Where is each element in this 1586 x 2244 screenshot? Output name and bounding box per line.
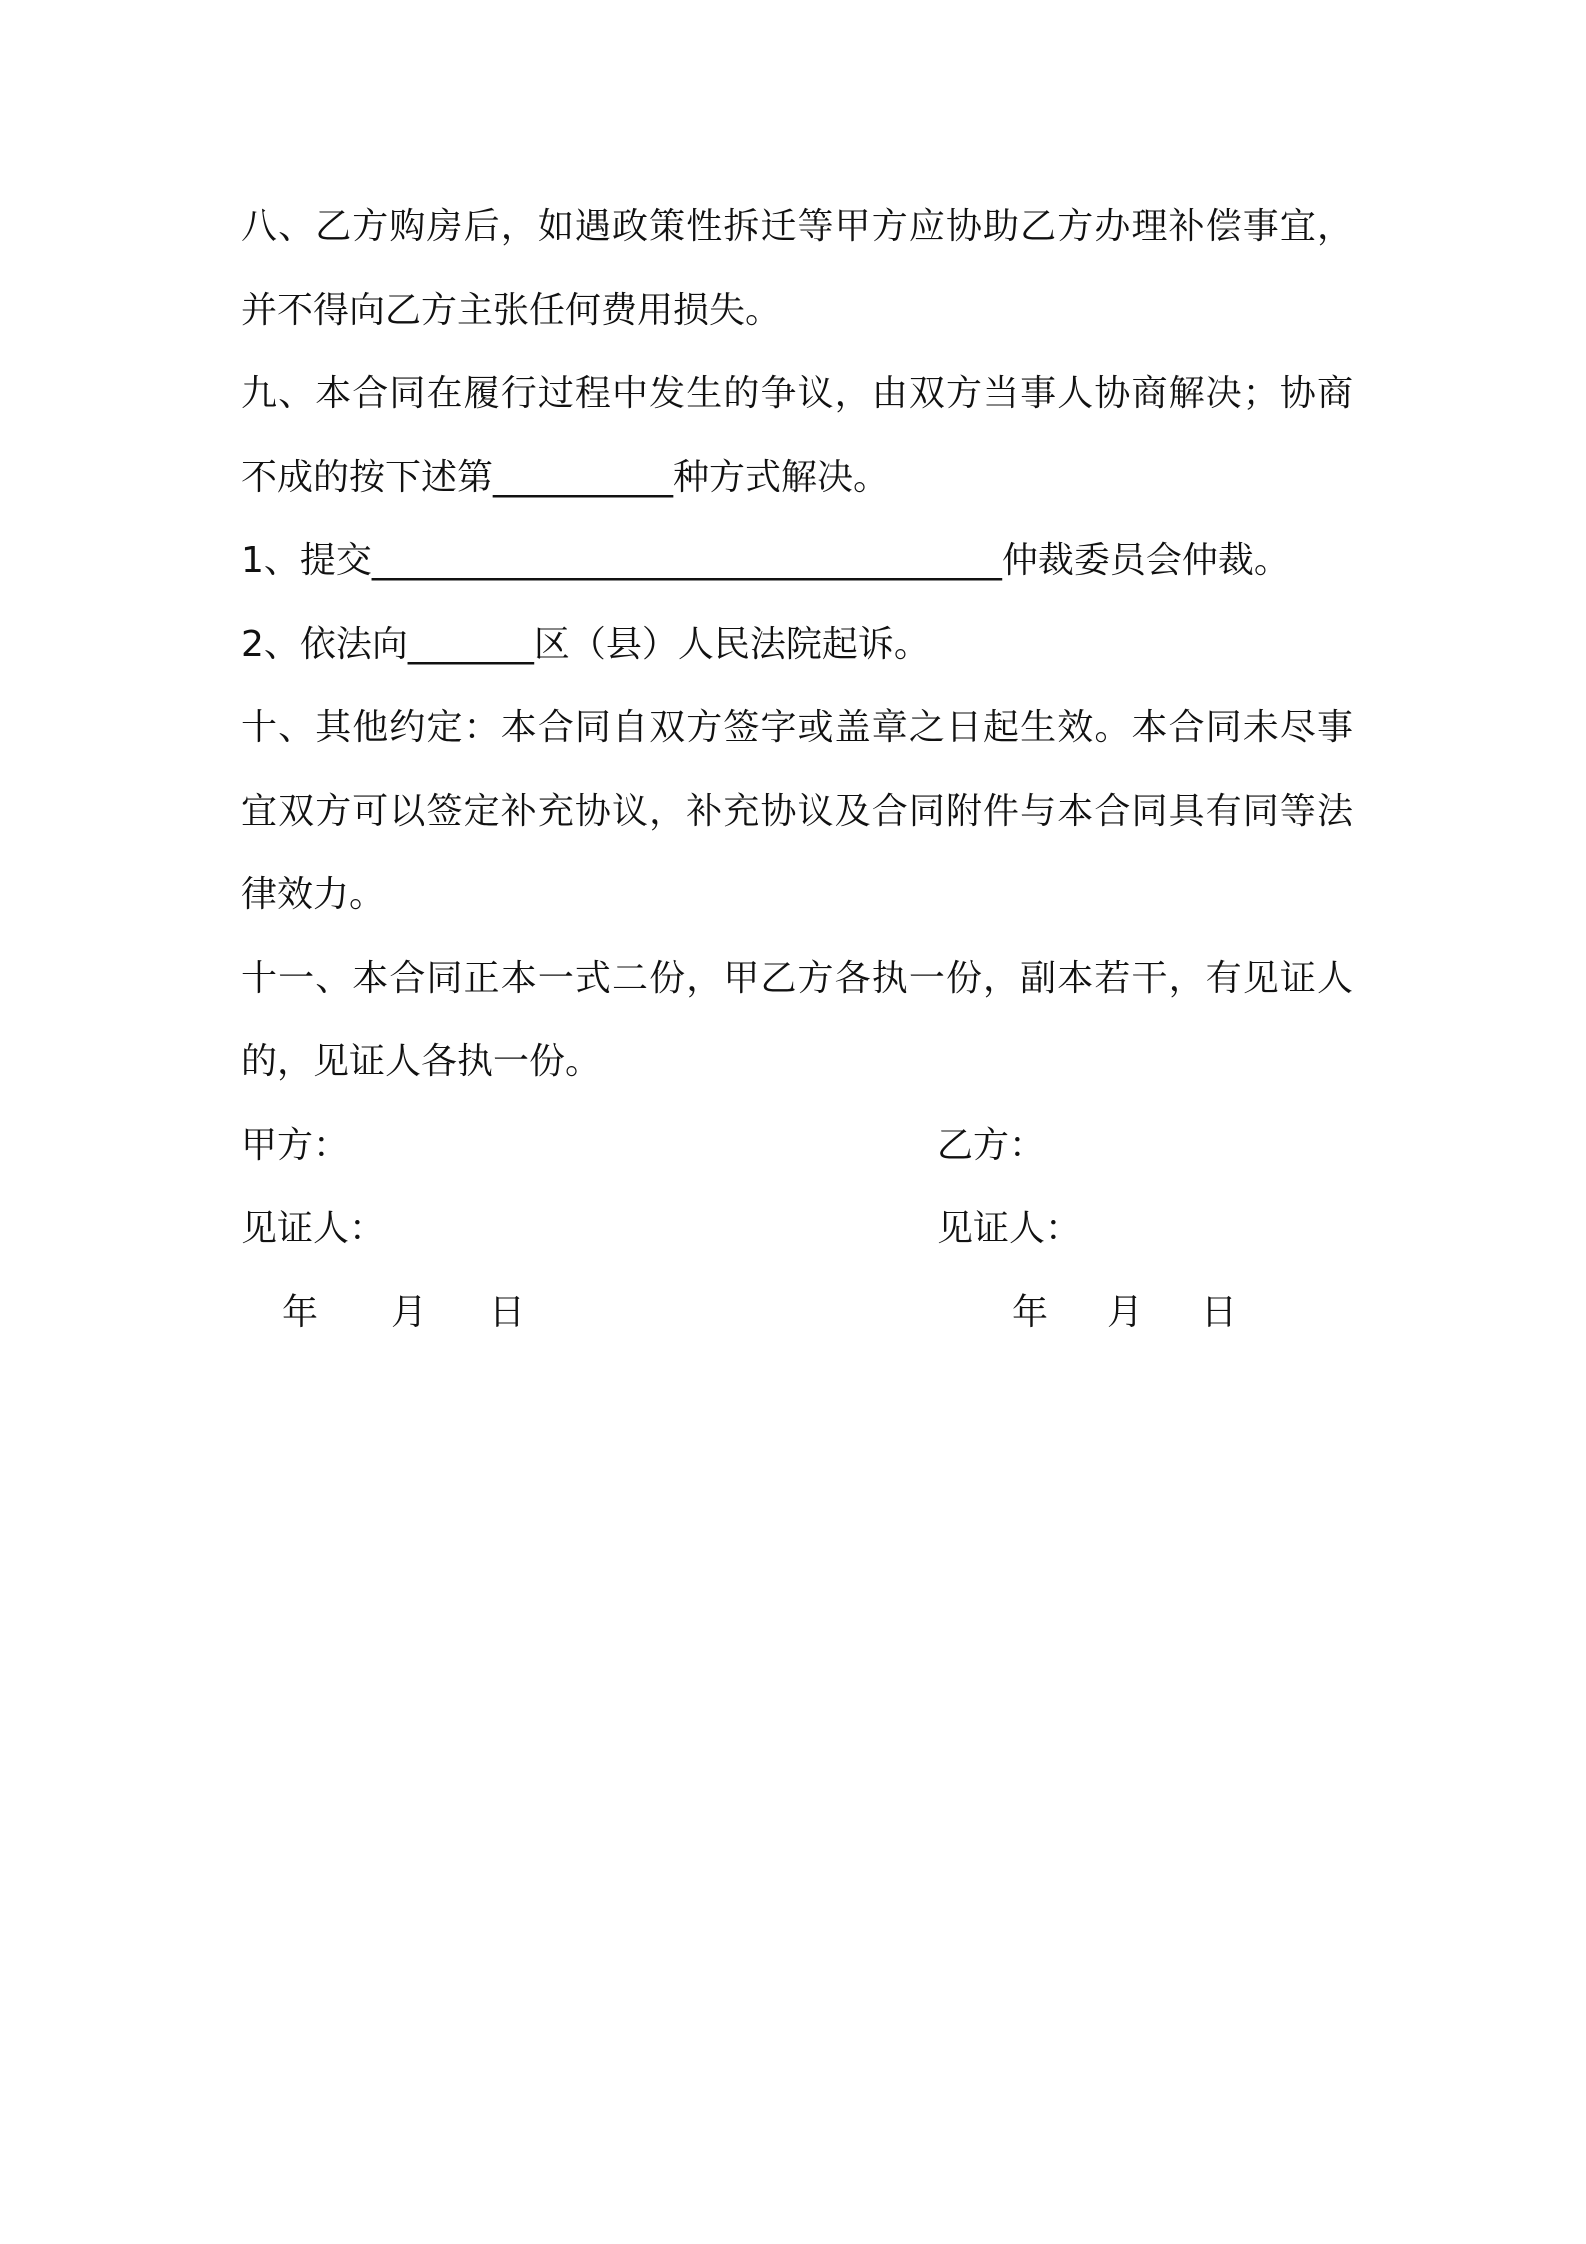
witness-row: [241, 1187, 1353, 1271]
party-b-label: 乙方：: [937, 1124, 1046, 1166]
contract-body: [241, 185, 1353, 1354]
clause-9-line-1: 九、本合同在履行过程中发生的争议，由双方当事人协商解决；协商: [241, 373, 1353, 414]
date-a-month: 月: [391, 1291, 428, 1333]
date-row: [241, 1271, 1353, 1355]
date-b-month: 月: [1107, 1291, 1144, 1333]
clause-10-line-3: 律效力。: [241, 874, 386, 915]
clause-10-line-1: 十、其他约定：本合同自双方签字或盖章之日起生效。本合同未尽事: [241, 707, 1353, 748]
party-row: [241, 1104, 1353, 1188]
clause-9-line-2: 不成的按下述第__________种方式解决。: [241, 456, 890, 498]
date-a-day: 日: [489, 1291, 526, 1333]
date-b-year: 年: [1012, 1291, 1049, 1333]
clause-8-line-1: 八、乙方购房后，如遇政策性拆迁等甲方应协助乙方办理补偿事宜，: [241, 206, 1353, 247]
clause-9-option-2: 2、依法向_______区（县）人民法院起诉。: [241, 623, 930, 665]
clause-11-line-1: 十一、本合同正本一式二份，甲乙方各执一份，副本若干，有见证人: [241, 957, 1353, 999]
clause-8-line-2: 并不得向乙方主张任何费用损失。: [241, 289, 782, 331]
clause-9-option-1: 1、提交___________________________________仲裁委员会仲裁。: [241, 540, 1290, 581]
date-b-day: 日: [1201, 1291, 1238, 1333]
clause-10-line-2: 宜双方可以签定补充协议，补充协议及合同附件与本合同具有同等法: [241, 790, 1353, 832]
clause-11-line-2: 的，见证人各执一份。: [241, 1041, 602, 1082]
date-a-year: 年: [282, 1291, 319, 1333]
party-a-label: 甲方：: [241, 1124, 350, 1166]
witness-a-label: 见证人：: [241, 1208, 386, 1249]
witness-b-label: 见证人：: [937, 1208, 1082, 1249]
